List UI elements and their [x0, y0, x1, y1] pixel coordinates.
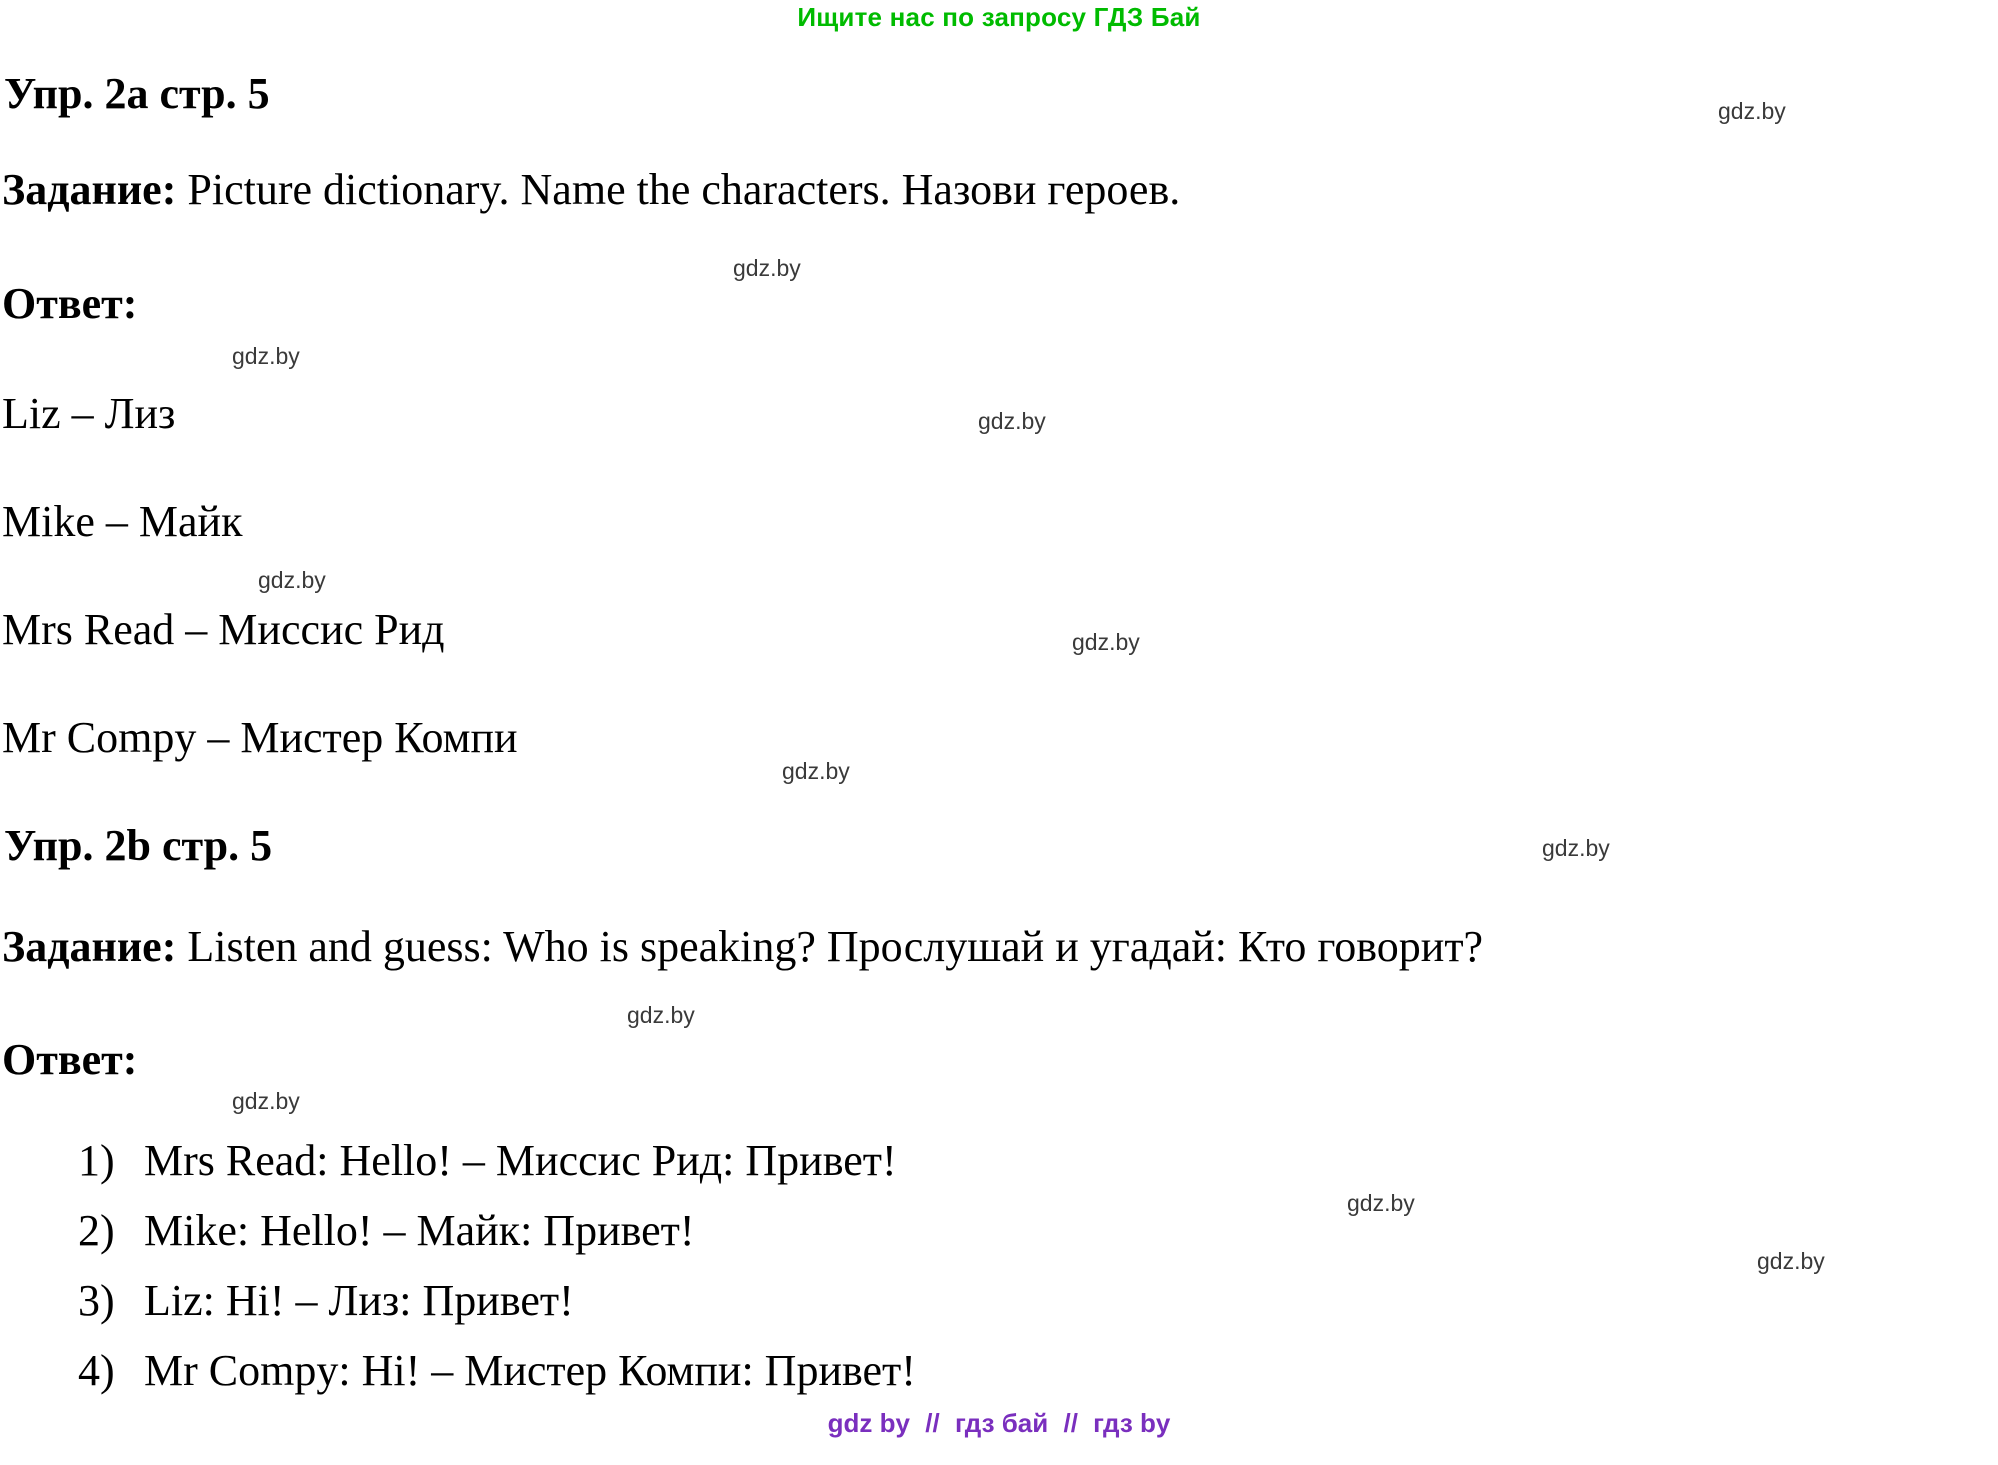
exercise-b-heading	[2, 820, 272, 871]
list-item-text: Mrs Read: Hello! – Миссис Рид: Привет!	[144, 1136, 897, 1185]
exercise-a-heading	[2, 68, 270, 119]
list-item-number: 4)	[78, 1346, 115, 1395]
exercise-b-heading-text: Упр. 2b стр. 5	[4, 821, 273, 870]
list-item	[78, 1135, 897, 1186]
watermark: gdz.by	[232, 343, 300, 369]
footer-separator-1: //	[925, 1408, 940, 1438]
exercise-a-answer-1: Liz – Лиз	[2, 389, 176, 438]
watermark: gdz.by	[1072, 629, 1140, 655]
exercise-b-task	[2, 922, 1484, 971]
list-item-text: Liz: Hi! – Лиз: Привет!	[144, 1276, 574, 1325]
watermark: gdz.by	[258, 567, 326, 593]
exercise-b-task-text: Listen and guess: Who is speaking? Прослушай и угадай: Кто говорит?	[187, 922, 1484, 971]
watermark: gdz.by	[1757, 1248, 1825, 1274]
exercise-b-answer-label: Ответ:	[2, 1035, 138, 1084]
exercise-a-task-label: Задание:	[2, 165, 177, 214]
footer-part-3: гдз by	[1093, 1408, 1171, 1438]
list-item-text: Mr Compy: Hi! – Мистер Компи: Привет!	[144, 1346, 916, 1395]
exercise-a-heading-text: Упр. 2а стр. 5	[4, 69, 270, 118]
footer-part-1: gdz by	[827, 1408, 911, 1438]
list-item-number: 3)	[78, 1276, 115, 1325]
list-item	[78, 1345, 916, 1396]
footer-banner	[0, 1408, 1998, 1439]
exercise-b-task-label: Задание:	[2, 922, 177, 971]
footer-separator-2: //	[1063, 1408, 1078, 1438]
watermark: gdz.by	[232, 1088, 300, 1114]
exercise-a-answer-3: Mrs Read – Миссис Рид	[2, 605, 445, 654]
list-item-number: 2)	[78, 1206, 115, 1255]
list-item	[78, 1205, 695, 1256]
watermark: gdz.by	[782, 758, 850, 784]
exercise-a-answer-2: Mike – Майк	[2, 497, 243, 546]
watermark: gdz.by	[627, 1002, 695, 1028]
watermark: gdz.by	[1718, 98, 1786, 124]
watermark: gdz.by	[978, 408, 1046, 434]
watermark: gdz.by	[1542, 835, 1610, 861]
list-item-number: 1)	[78, 1136, 115, 1185]
promo-banner: Ищите нас по запросу ГДЗ Бай	[797, 2, 1201, 32]
footer-part-2: гдз бай	[954, 1408, 1049, 1438]
watermark: gdz.by	[733, 255, 801, 281]
exercise-a-task-text: Picture dictionary. Name the characters. Назови героев.	[187, 165, 1181, 214]
list-item	[78, 1275, 574, 1326]
watermark: gdz.by	[1347, 1190, 1415, 1216]
list-item-text: Mike: Hello! – Майк: Привет!	[144, 1206, 695, 1255]
exercise-a-task	[2, 165, 1181, 214]
exercise-a-answer-label: Ответ:	[2, 279, 138, 328]
exercise-a-answer-4: Mr Compy – Мистер Компи	[2, 713, 518, 762]
